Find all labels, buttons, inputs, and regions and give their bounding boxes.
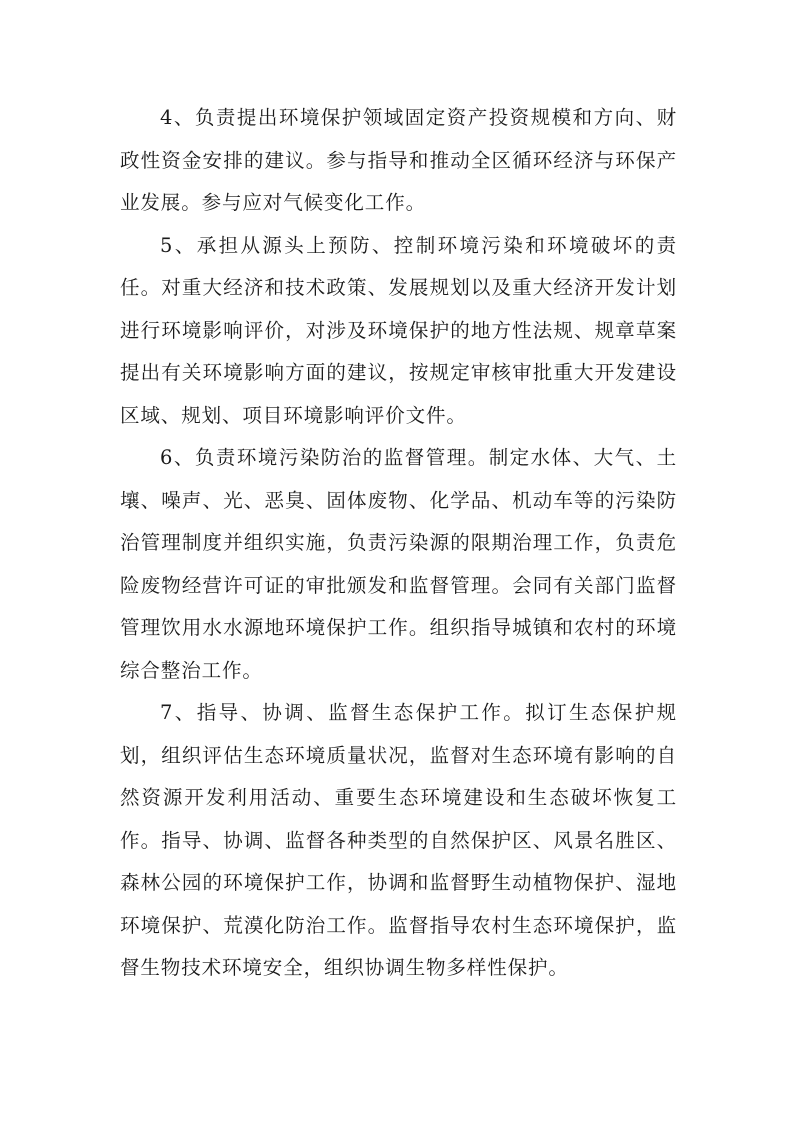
paragraph-item-5: 5、承担从源头上预防、控制环境污染和环境破坏的责任。对重大经济和技术政策、发展规划以及重大经济开发计划进行环境影响评价，对涉及环境保护的地方性法规、规章草案提出有关环境影响方面的建议，按规定审核审批重大开发建设区域、规划、项目环境影响评价文件。 [120, 233, 677, 427]
paragraph-item-6: 6、负责环境污染防治的监督管理。制定水体、大气、土壤、噪声、光、恶臭、固体废物、化学品、机动车等的污染防治管理制度并组织实施，负责污染源的限期治理工作，负责危险废物经营许可证的审批颁发和监督管理。会同有关部门监督管理饮用水水源地环境保护工作。组织指导城镇和农村的环境综合整治工作。 [120, 446, 677, 682]
paragraph-item-7: 7、指导、协调、监督生态保护工作。拟订生态保护规划，组织评估生态环境质量状况，监督对生态环境有影响的自然资源开发利用活动、重要生态环境建设和生态破坏恢复工作。指导、协调、监督各种类型的自然保护区、风景名胜区、森林公园的环境保护工作，协调和监督野生动植物保护、湿地环境保护、荒漠化防治工作。监督指导农村生态环境保护，监督生物技术环境安全，组织协调生物多样性保护。 [120, 701, 677, 979]
document-body [120, 97, 677, 990]
paragraph-item-4: 4、负责提出环境保护领域固定资产投资规模和方向、财政性资金安排的建议。参与指导和推动全区循环经济与环保产业发展。参与应对气候变化工作。 [120, 106, 677, 214]
